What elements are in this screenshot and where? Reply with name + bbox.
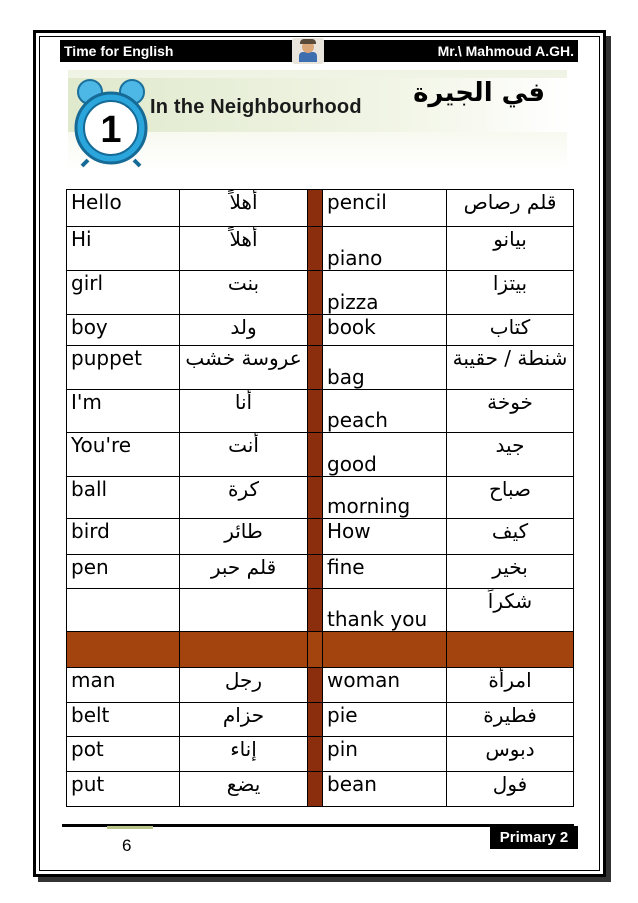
arabic-meaning-cell: خوخة (447, 390, 574, 433)
english-word-cell: man (67, 668, 180, 703)
table-row (67, 227, 574, 271)
arabic-meaning-cell: شكراً (447, 589, 574, 632)
arabic-meaning-cell: بيتزا (447, 271, 574, 315)
english-word-cell: ball (67, 477, 180, 519)
page-number: 6 (122, 836, 132, 855)
table-row (67, 477, 574, 519)
column-separator (308, 346, 323, 390)
english-word-cell: bean (323, 772, 447, 807)
arabic-meaning-cell: ولد (180, 315, 308, 346)
english-word-cell: good (323, 433, 447, 477)
arabic-meaning-cell: أنا (180, 390, 308, 433)
english-word-cell: girl (67, 271, 180, 315)
english-word-cell: boy (67, 315, 180, 346)
arabic-meaning-cell: يضع (180, 772, 308, 807)
arabic-meaning-cell: كرة (180, 477, 308, 519)
english-word-cell: fine (323, 555, 447, 589)
english-word-cell: pie (323, 703, 447, 737)
arabic-meaning-cell: دبوس (447, 737, 574, 772)
english-word-cell: pin (323, 737, 447, 772)
arabic-meaning-cell: قلم رصاص (447, 190, 574, 227)
arabic-meaning-cell: صباح (447, 477, 574, 519)
arabic-meaning-cell: شنطة / حقيبة (447, 346, 574, 390)
english-word-cell: put (67, 772, 180, 807)
column-separator (308, 477, 323, 519)
column-separator (308, 433, 323, 477)
english-word-cell: pen (67, 555, 180, 589)
arabic-meaning-cell: امرأة (447, 668, 574, 703)
divider-row (67, 632, 574, 668)
arabic-meaning-cell: حزام (180, 703, 308, 737)
frame-shadow-bottom (38, 877, 611, 882)
column-separator (308, 315, 323, 346)
header-teacher-name: Mr.\ Mahmoud A.GH. (437, 43, 574, 59)
arabic-meaning-cell: كيف (447, 519, 574, 555)
english-word-cell (67, 589, 180, 632)
table-row (67, 737, 574, 772)
arabic-meaning-cell: بخير (447, 555, 574, 589)
english-word-cell: belt (67, 703, 180, 737)
table-row (67, 519, 574, 555)
english-word-cell: thank you (323, 589, 447, 632)
column-separator (308, 668, 323, 703)
unit-title: In the Neighbourhood (150, 96, 362, 118)
arabic-meaning-cell: بيانو (447, 227, 574, 271)
alarm-clock-icon (70, 76, 156, 168)
table-row (67, 315, 574, 346)
english-word-cell: Hi (67, 227, 180, 271)
english-word-cell: pizza (323, 271, 447, 315)
column-separator (308, 772, 323, 807)
arabic-meaning-cell: أهلاً (180, 227, 308, 271)
english-word-cell: You're (67, 433, 180, 477)
unit-banner (68, 70, 567, 170)
english-word-cell: piano (323, 227, 447, 271)
english-word-cell: peach (323, 390, 447, 433)
english-word-cell: puppet (67, 346, 180, 390)
table-row (67, 555, 574, 589)
arabic-meaning-cell: جيد (447, 433, 574, 477)
arabic-meaning-cell: بنت (180, 271, 308, 315)
arabic-meaning-cell: عروسة خشب (180, 346, 308, 390)
arabic-meaning-cell: فطيرة (447, 703, 574, 737)
column-separator (308, 227, 323, 271)
column-separator (308, 703, 323, 737)
teacher-mascot-icon (292, 38, 324, 64)
arabic-meaning-cell: كتاب (447, 315, 574, 346)
english-word-cell: pot (67, 737, 180, 772)
arabic-meaning-cell: إناء (180, 737, 308, 772)
unit-title-arabic: في الجيرة (413, 78, 545, 108)
column-separator (308, 555, 323, 589)
grade-level-badge: Primary 2 (490, 826, 578, 849)
english-word-cell: How (323, 519, 447, 555)
english-word-cell: Hello (67, 190, 180, 227)
table-row (67, 433, 574, 477)
column-separator (308, 589, 323, 632)
column-separator (308, 519, 323, 555)
arabic-meaning-cell: رجل (180, 668, 308, 703)
column-separator (308, 271, 323, 315)
table-row (67, 589, 574, 632)
table-row (67, 772, 574, 807)
arabic-meaning-cell: طائر (180, 519, 308, 555)
column-separator (308, 737, 323, 772)
unit-number: 1 (100, 109, 122, 151)
column-separator (308, 190, 323, 227)
english-word-cell: bag (323, 346, 447, 390)
english-word-cell: I'm (67, 390, 180, 433)
arabic-meaning-cell: فول (447, 772, 574, 807)
table-row (67, 190, 574, 227)
english-word-cell: bird (67, 519, 180, 555)
arabic-meaning-cell: أنت (180, 433, 308, 477)
column-separator (308, 390, 323, 433)
table-row (67, 390, 574, 433)
english-word-cell: morning (323, 477, 447, 519)
table-row (67, 346, 574, 390)
page-header (60, 40, 578, 62)
english-word-cell: book (323, 315, 447, 346)
header-course-title: Time for English (64, 43, 174, 59)
frame-shadow-right (606, 36, 611, 882)
footer-accent (107, 826, 153, 829)
arabic-meaning-cell: قلم حبر (180, 555, 308, 589)
english-word-cell: pencil (323, 190, 447, 227)
english-word-cell: woman (323, 668, 447, 703)
arabic-meaning-cell: أهلاً (180, 190, 308, 227)
table-row (67, 703, 574, 737)
vocabulary-table (66, 189, 574, 807)
arabic-meaning-cell (180, 589, 308, 632)
table-row (67, 271, 574, 315)
table-row (67, 668, 574, 703)
